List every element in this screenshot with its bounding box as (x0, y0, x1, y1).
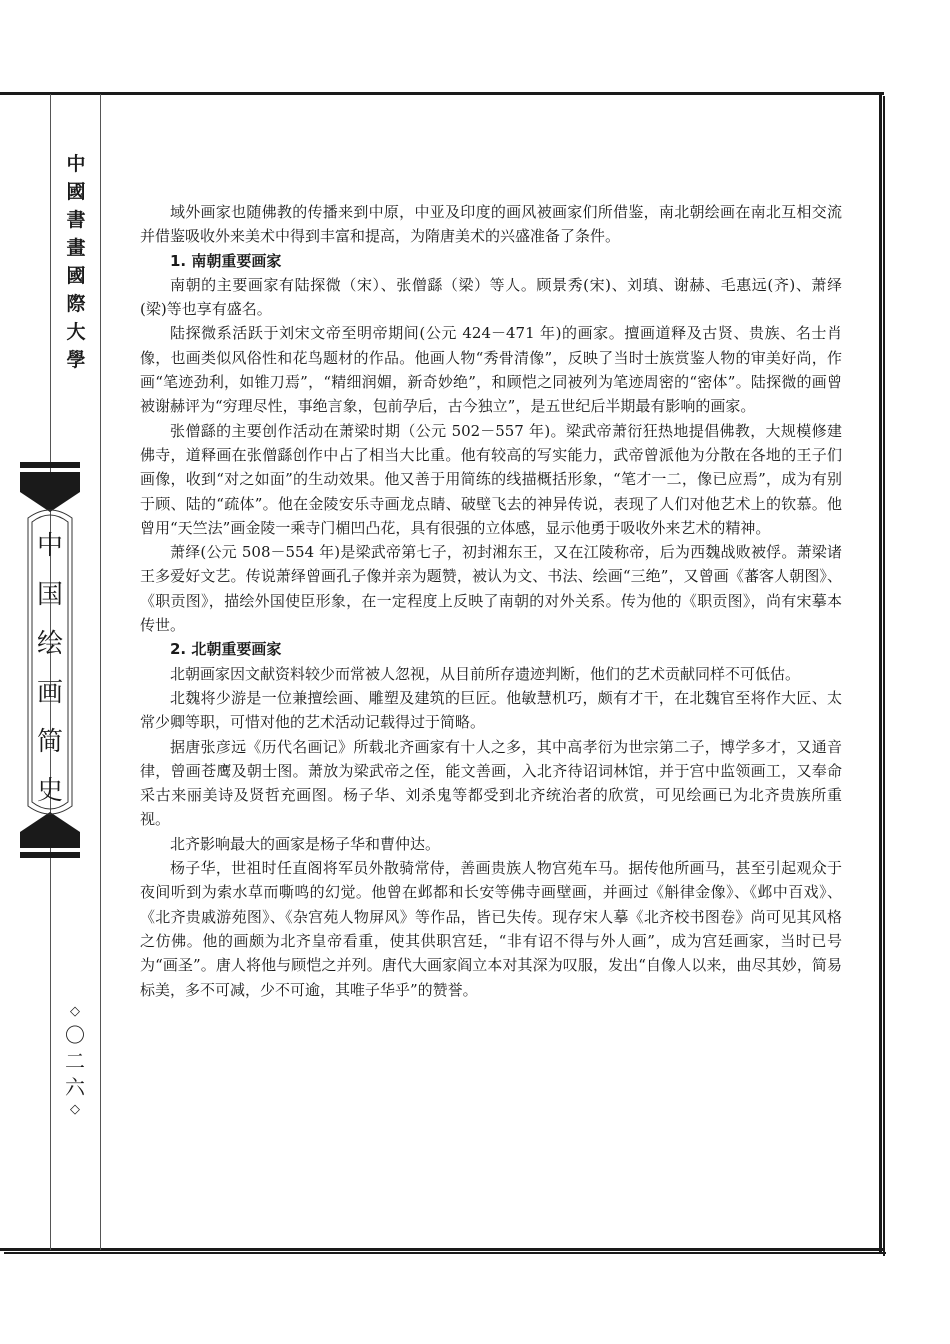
book-title-char: 简 (36, 727, 63, 757)
section-heading: 1. 南朝重要画家 (170, 251, 282, 270)
paragraph: 据唐张彦远《历代名画记》所载北齐画家有十人之多，其中高孝衍为世宗第二子，博学多才，又通音律，曾画苍鹰及朝士图。萧放为梁武帝之侄，能文善画，入北齐待诏词林馆，并于宫中监领画工，又奉命采古来丽美诗及贤哲充画图。杨子华、刘杀鬼等都受到北齐统治者的欣赏，可见绘画已为北齐贵族所重视。 (140, 737, 842, 829)
university-char: 書 (66, 209, 86, 231)
frame-bottom-border (0, 1248, 884, 1251)
section-heading: 2. 北朝重要画家 (170, 640, 282, 659)
university-name (54, 150, 98, 374)
paragraph: 杨子华，世祖时任直阁将军员外散骑常侍，善画贵族人物宫苑车马。据传他所画马，甚至引起观众于夜间听到为索水草而嘶鸣的幻觉。他曾在邺都和长安等佛寺画壁画，并画过《斛律金像》、《邺中百戏》、《北齐贵戚游苑图》、《杂宫苑人物屏风》等作品，皆已失传。现存宋人摹《北齐校书图卷》尚可见其风格之仿佛。他的画颇为北齐皇帝看重，使其供职宫廷，“非有诏不得与外人画”，成为宫廷画家，当时已号为“画圣”。唐人将他与顾恺之并列。唐代大画家阎立本对其深为叹服，发出“自像人以来，曲尽其妙，简易标美，多不可减，少不可逾，其唯子华乎”的赞誉。 (140, 859, 842, 999)
paragraph: 北朝画家因文献资料较少而常被人忽视，从目前所存遗迹判断，他们的艺术贡献同样不可低估。 (170, 664, 801, 683)
paragraph: 张僧繇的主要创作活动在萧梁时期（公元 502－557 年)。梁武帝萧衍狂热地提倡佛教，大规模修建佛寺，道释画在张僧繇创作中占了相当大比重。他有较高的写实能力，武帝曾派他为分散在各地的王子们画像，收到“对之如面”的生动效果。他又善于用简练的线描概括形象，“笔才一二，像已应焉”，成为有别于顾、陆的“疏体”。他在金陵安乐寺画龙点睛、破壁飞去的神异传说，表现了人们对他艺术上的钦慕。他曾用“天竺法”画金陵一乘寺门楣凹凸花，具有很强的立体感，显示他勇于吸收外来艺术的精神。 (140, 421, 842, 537)
university-char: 中 (66, 153, 86, 175)
paragraph: 陆探微系活跃于刘宋文帝至明帝期间(公元 424－471 年)的画家。擅画道释及古贤、贵族、名士肖像，也画类似风俗性和花鸟题材的作品。他画人物“秀骨清像”，反映了当时士族赏鉴人物的审美好尚，作画“笔迹劲利，如锥刀焉”，“精细润媚，新奇妙绝”，和顾恺之同被列为笔迹周密的“密体”。陆探微的画曾被谢赫评为“穷理尽性，事绝言象，包前孕后，古今独立”，是五世纪后半期最有影响的画家。 (140, 324, 842, 416)
book-title-char: 画 (36, 678, 63, 708)
panel-bar-bottom-inner (20, 842, 80, 848)
university-char: 國 (66, 265, 86, 287)
paragraph: 北魏将少游是一位兼擅绘画、雕塑及建筑的巨匠。他敏慧机巧，颇有才干，在北魏官至将作大匠、太常少卿等职，可惜对他的艺术活动记载得过于简略。 (140, 688, 842, 732)
sidebar-divider-right (100, 94, 101, 1250)
book-title-char: 中 (36, 531, 63, 561)
university-char: 學 (66, 349, 86, 371)
paragraph: 域外画家也随佛教的传播来到中原，中亚及印度的画风被画家们所借鉴，南北朝绘画在南北互相交流并借鉴吸收外来美术中得到丰富和提高，为隋唐美术的兴盛准备了条件。 (140, 203, 842, 246)
book-title-char: 史 (36, 776, 63, 806)
frame-right-border (879, 92, 882, 1252)
page-number-char: 六 (65, 1075, 85, 1099)
frame-bottom-shadow (4, 1252, 886, 1254)
paragraph: 北齐影响最大的画家是杨子华和曹仲达。 (170, 834, 441, 853)
university-char: 畫 (66, 237, 86, 259)
page-number (55, 1002, 95, 1120)
book-title-char: 绘 (36, 629, 63, 659)
page-number-char: 〇 (65, 1023, 85, 1047)
frame-right-shadow (883, 96, 885, 1256)
book-title (24, 522, 76, 816)
panel-bar-top (20, 462, 80, 468)
university-char: 大 (66, 321, 86, 343)
book-title-char: 国 (36, 580, 63, 610)
diamond-icon: ◇ (70, 1004, 80, 1019)
book-title-panel (20, 462, 80, 862)
university-char: 國 (66, 181, 86, 203)
diamond-icon: ◇ (70, 1102, 80, 1117)
paragraph: 南朝的主要画家有陆探微（宋）、张僧繇（梁）等人。顾景秀(宋)、刘瑱、谢赫、毛惠远(齐)、萧绎(梁)等也享有盛名。 (140, 275, 842, 319)
paragraph: 萧绎(公元 508－554 年)是梁武帝第七子，初封湘东王，又在江陵称帝，后为西魏战败被俘。萧梁诸王多爱好文艺。传说萧绎曾画孔子像并亲为题赞，被认为文、书法、绘画“三绝”，又曾画《蕃客人朝图》、《职贡图》，描绘外国使臣形象，在一定程度上反映了南朝的对外关系。传为他的《职贡图》，尚有宋摹本传世。 (140, 543, 842, 635)
frame-top-border (0, 92, 884, 95)
panel-bar-bottom (20, 852, 80, 858)
university-char: 際 (66, 293, 86, 315)
main-text (140, 200, 842, 1002)
page-number-char: 二 (65, 1049, 85, 1073)
